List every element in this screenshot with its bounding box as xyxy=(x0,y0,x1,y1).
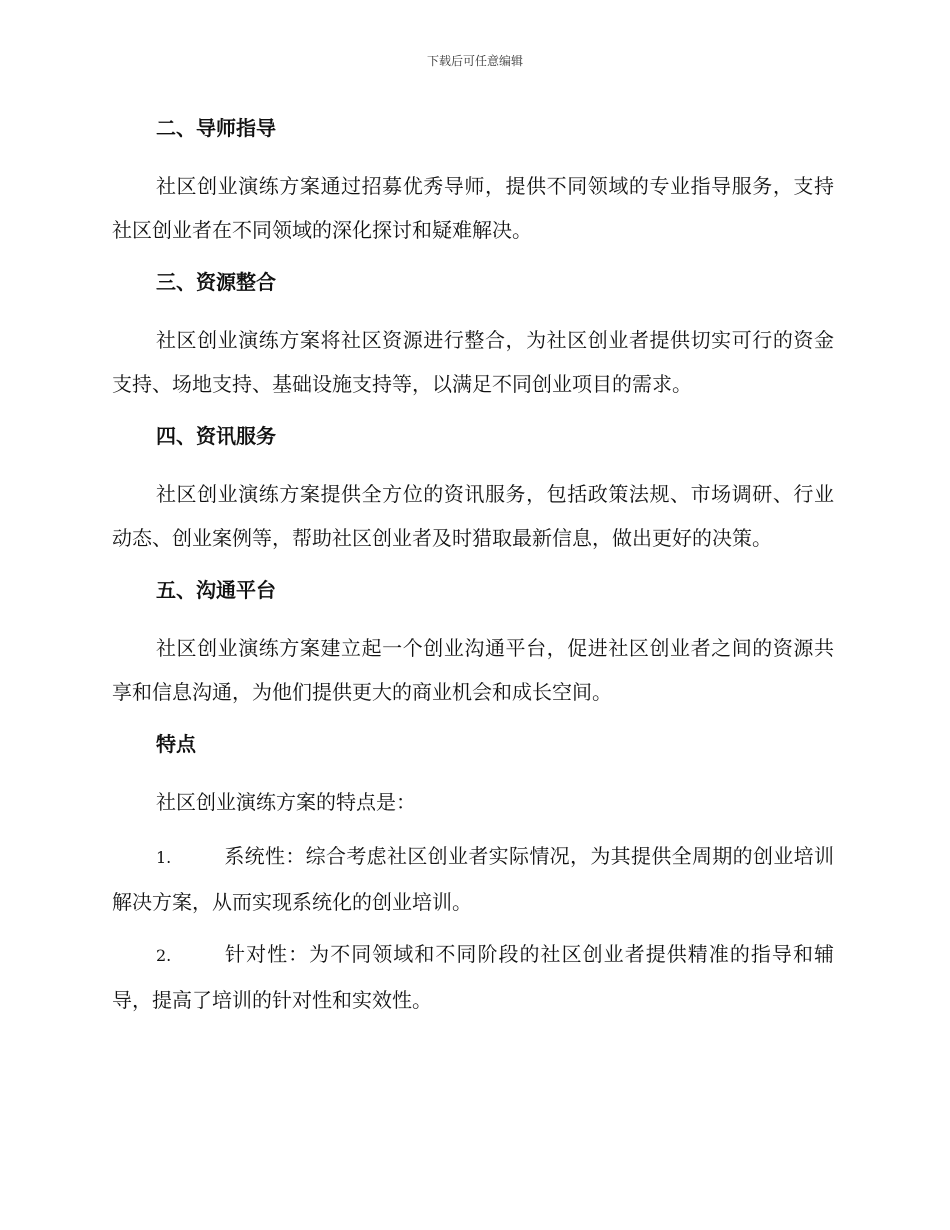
list-item xyxy=(112,932,834,1022)
document-body xyxy=(112,108,834,1030)
section-paragraph-info-service: 社区创业演练方案提供全方位的资讯服务，包括政策法规、市场调研、行业动态、创业案例等，帮助社区创业者及时猎取最新信息，做出更好的决策。 xyxy=(112,482,834,550)
section-paragraph-communication: 社区创业演练方案建立起一个创业沟通平台，促进社区创业者之间的资源共享和信息沟通，为他们提供更大的商业机会和成长空间。 xyxy=(112,636,834,704)
list-item-number: 2. xyxy=(156,946,172,965)
page-header: 下载后可任意编辑 xyxy=(426,54,523,68)
features-heading: 特点 xyxy=(156,732,196,756)
features-intro: 社区创业演练方案的特点是： xyxy=(156,790,416,814)
list-item-text: 针对性：为不同领域和不同阶段的社区创业者提供精准的指导和辅导，提高了培训的针对性和实效性。 xyxy=(112,942,834,1012)
section-paragraph-resources: 社区创业演练方案将社区资源进行整合，为社区创业者提供切实可行的资金支持、场地支持、基础设施支持等，以满足不同创业项目的需求。 xyxy=(112,328,834,396)
section-heading-resources: 三、资源整合 xyxy=(156,270,276,294)
section-heading-mentor: 二、导师指导 xyxy=(156,116,276,140)
section-paragraph-mentor: 社区创业演练方案通过招募优秀导师，提供不同领域的专业指导服务，支持社区创业者在不同领域的深化探讨和疑难解决。 xyxy=(112,174,834,242)
section-heading-info-service: 四、资讯服务 xyxy=(156,424,276,448)
list-item xyxy=(112,834,834,924)
list-item-number: 1. xyxy=(156,848,172,867)
section-heading-communication: 五、沟通平台 xyxy=(156,578,276,602)
list-item-text: 系统性：综合考虑社区创业者实际情况，为其提供全周期的创业培训解决方案，从而实现系统化的创业培训。 xyxy=(112,844,834,914)
